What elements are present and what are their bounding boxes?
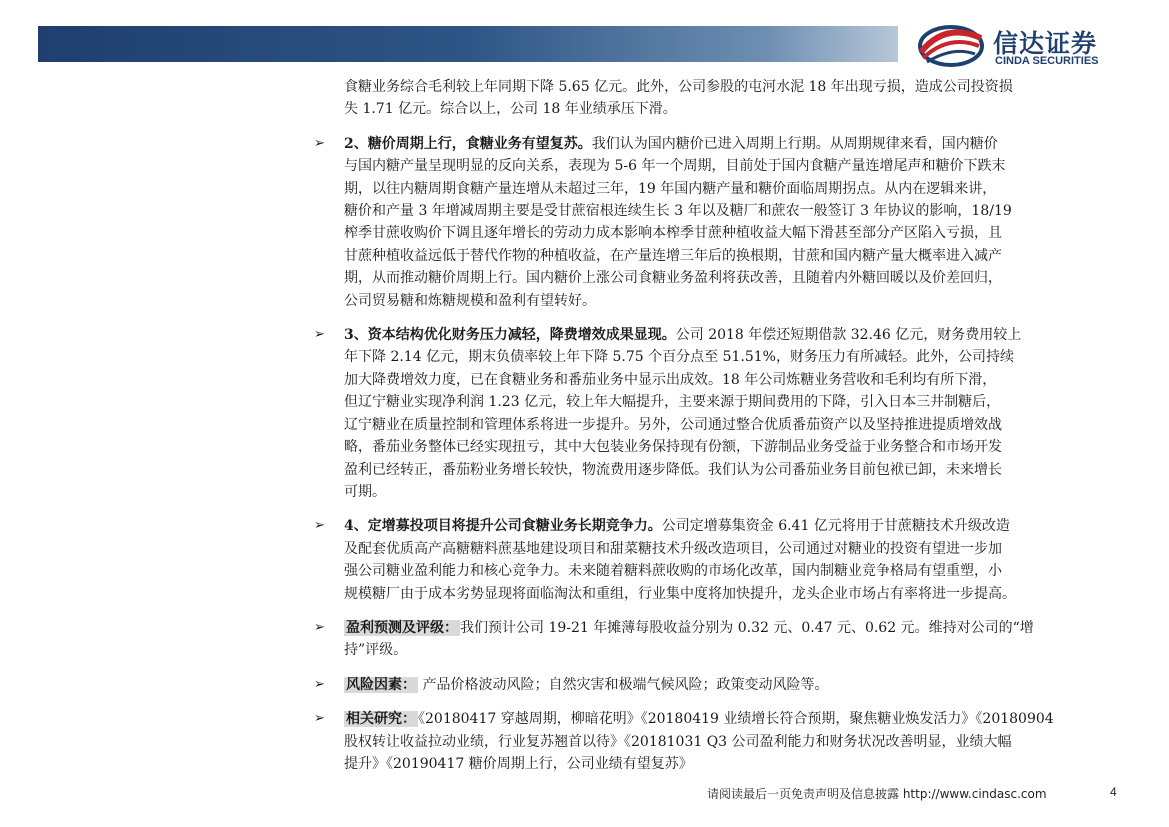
text-line bbox=[344, 708, 1124, 730]
text-line: 期，从而推动糖价周期上行。国内糖价上涨公司食糖业务盈利将获改善，且随着内外糖回暖以及价差回归， bbox=[344, 270, 1002, 287]
section-lead: 3、资本结构优化财务压力减轻，降费增效成果显现。 bbox=[344, 327, 676, 344]
section-text: 我们预计公司 19-21 年摊薄每股收益分别为 0.32 元、0.47 元、0.62 元。维持对公司的“增 bbox=[460, 619, 1034, 636]
text-line: 糖价和产量 3 年增减周期主要是受甘蔗宿根连续生长 3 年以及糖厂和蔗农一般签订 3 年协议的影响，18/19 bbox=[344, 203, 1012, 220]
arrow-bullet-icon: ➢ bbox=[314, 676, 325, 692]
text-line bbox=[344, 133, 1124, 155]
arrow-bullet-icon: ➢ bbox=[314, 327, 325, 343]
arrow-bullet-icon: ➢ bbox=[314, 619, 325, 635]
section-lead: 4、定增募投项目将提升公司食糖业务长期竞争力。 bbox=[344, 518, 662, 535]
cinda-logo bbox=[915, 20, 1130, 72]
section-text: 产品价格波动风险；自然灾害和极端气候风险；政策变动风险等。 bbox=[418, 676, 829, 693]
text-line: 及配套优质高产高糖糖料蔗基地建设项目和甜菜糖技术升级改造项目，公司通过对糖业的投资有望进一步加 bbox=[344, 540, 1002, 557]
text-line: 年下降 2.14 亿元，期末负债率较上年下降 5.75 个百分点至 51.51%，财务压力有所减轻。此外，公司持续 bbox=[344, 349, 1014, 366]
section-private-placement bbox=[312, 515, 1124, 605]
text-line: 盈利已经转正，番茄粉业务增长较快，物流费用逐步降低。我们认为公司番茄业务目前包袱已卸，未来增长 bbox=[344, 461, 1002, 478]
section-sugar-cycle bbox=[312, 133, 1124, 312]
text-line: 提升》《20190417 糖价周期上行，公司业绩有望复苏》 bbox=[344, 755, 693, 772]
text-line: 可期。 bbox=[344, 483, 386, 500]
text-line: 略，番茄业务整体已经实现扭亏，其中大包装业务保持现有份额，下游制品业务受益于业务整合和市场开发 bbox=[344, 439, 1002, 456]
logo-chinese-name: 信达证券 bbox=[993, 29, 1098, 58]
section-earnings-forecast bbox=[312, 617, 1124, 662]
section-text: 《20180417 穿越周期，柳暗花明》《20180419 业绩增长符合预期，聚焦糖业焕发活力》《20180904 bbox=[418, 711, 1054, 728]
section-related-research bbox=[312, 708, 1124, 775]
section-lead: 2、糖价周期上行，食糖业务有望复苏。 bbox=[344, 135, 592, 152]
text-line: 与国内糖产量呈现明显的反向关系，表现为 5-6 年一个周期，目前处于国内食糖产量连增尾声和糖价下跌末 bbox=[344, 158, 1006, 175]
text-line: 加大降费增效力度，已在食糖业务和番茄业务中显示出成效。18 年公司炼糖业务营收和毛利均有所下滑， bbox=[344, 371, 997, 388]
section-risk-factors bbox=[312, 674, 1124, 696]
text-line: 规模糖厂由于成本劣势显现将面临淘汰和重组，行业集中度将加快提升，龙头企业市场占有率将进一步提高。 bbox=[344, 585, 1016, 602]
text-line bbox=[344, 617, 1124, 639]
text-line: 期，以往内糖周期食糖产量连增从未超过三年，19 年国内糖产量和糖价面临周期拐点。从内在逻辑来讲， bbox=[344, 180, 997, 197]
text-line: 甘蔗种植收益远低于替代作物的种植收益，在产量连增三年后的换根期，甘蔗和国内糖产量大概率进入减产 bbox=[344, 247, 1002, 264]
text-line: 持”评级。 bbox=[344, 642, 408, 659]
text-line bbox=[344, 324, 1124, 346]
text-line: 失 1.71 亿元。综合以上，公司 18 年业绩承压下滑。 bbox=[344, 101, 677, 118]
footer-disclaimer: 请阅读最后一页免责声明及信息披露 http://www.cindasc.com bbox=[707, 787, 1047, 801]
text-line: 食糖业务综合毛利较上年同期下降 5.65 亿元。此外，公司参股的屯河水泥 18 年出现亏损，造成公司投资损 bbox=[344, 79, 1013, 95]
text-line: 但辽宁糖业实现净利润 1.23 亿元，较上年大幅提升，主要来源于期间费用的下降，引入日本三井制糖后， bbox=[344, 394, 1001, 411]
section-lead-highlight: 相关研究： bbox=[346, 711, 416, 728]
arrow-bullet-icon: ➢ bbox=[314, 711, 325, 727]
section-lead-highlight: 盈利预测及评级： bbox=[346, 619, 458, 636]
logo-english-name: CINDA SECURITIES bbox=[995, 55, 1099, 67]
text-line bbox=[344, 674, 1124, 696]
section-text: 公司 2018 年偿还短期借款 32.46 亿元，财务费用较上 bbox=[675, 327, 1022, 344]
page-number: 4 bbox=[1110, 785, 1117, 799]
text-line: 强公司糖业盈利能力和核心竞争力。未来随着糖料蔗收购的市场化改革，国内制糖业竞争格局有望重塑，小 bbox=[344, 563, 1002, 580]
report-body bbox=[312, 76, 1124, 775]
section-text: 公司定增募集资金 6.41 亿元将用于甘蔗糖技术升级改造 bbox=[661, 518, 1010, 535]
header-bar bbox=[38, 26, 898, 62]
section-lead-highlight: 风险因素： bbox=[346, 676, 416, 693]
text-line: 辽宁糖业在质量控制和管理体系将进一步提升。另外，公司通过整合优质番茄资产以及坚持推进提质增效战 bbox=[344, 416, 1002, 433]
section-text: 我们认为国内糖价已进入周期上行期。从周期规律来看，国内糖价 bbox=[591, 135, 998, 152]
arrow-bullet-icon: ➢ bbox=[314, 135, 325, 151]
text-line: 公司贸易糖和炼糖规模和盈利有望转好。 bbox=[344, 292, 596, 309]
section-capital-structure bbox=[312, 324, 1124, 503]
cinda-logo-icon bbox=[915, 20, 987, 72]
text-line: 榨季甘蔗收购价下调且逐年增长的劳动力成本影响本榨季甘蔗种植收益大幅下滑甚至部分产区陷入亏损，且 bbox=[344, 225, 1002, 242]
text-line bbox=[344, 515, 1124, 537]
arrow-bullet-icon: ➢ bbox=[314, 518, 325, 534]
intro-paragraph bbox=[344, 76, 1124, 121]
text-line: 股权转让收益拉动业绩，行业复苏翘首以待》《20181031 Q3 公司盈利能力和财务状况改善明显，业绩大幅 bbox=[344, 733, 1012, 750]
